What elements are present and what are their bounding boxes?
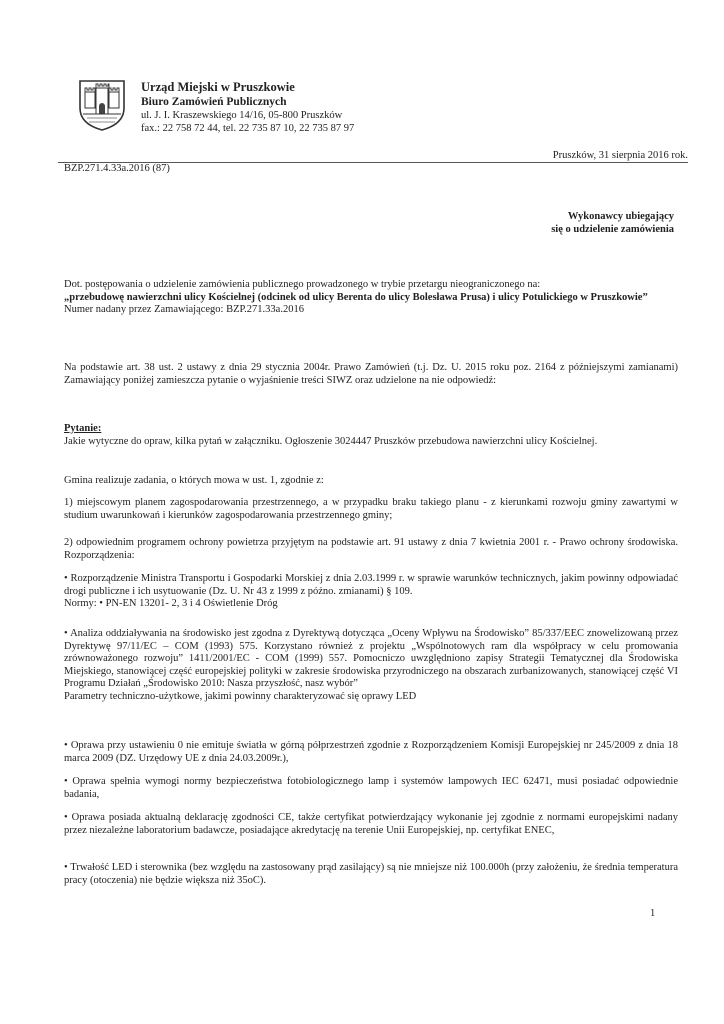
question-block [64, 423, 678, 448]
recipient-line-1: Wykonawcy ubiegający [567, 211, 674, 222]
page-number: 1 [650, 908, 656, 919]
subject-intro: Dot. postępowania o udzielenie zamówienia publicznego prowadzonego w trybie przetargu nieograniczonego na: [64, 279, 541, 290]
coat-of-arms-logo [77, 78, 127, 132]
question-label: Pytanie: [64, 423, 102, 434]
letterhead [141, 80, 581, 135]
led-item-1: • Oprawa przy ustawieniu 0 nie emituje światła w górną półprzestrzeń zgodnie z Rozporządzeniem Komisji Europejskiej nr 245/2009 z dnia 18 marca 2009 (DZ. Urzędowy UE z dnia 24.03.2009r.), [64, 740, 678, 764]
recipient-line-2: się o udzielenie zamówienia [551, 224, 674, 235]
bureau-name: Biuro Zamówień Publicznych [141, 96, 287, 108]
regulation-block [64, 573, 678, 611]
office-address: ul. J. I. Kraszewskiego 14/16, 05-800 Pruszków [141, 110, 343, 121]
led-item-2: • Oprawa spełnia wymogi normy bezpieczeństwa fotobiologicznego lamp i systemów lampowych IEC 62471, musi posiadać odpowiednie badania, [64, 776, 678, 800]
body-paragraph-3: 2) odpowiednim programem ochrony powietrza przyjętym na podstawie art. 91 ustawy z dnia 7 kwietnia 2001 r. - Prawo ochrony środowiska. Rozporządzenia: [64, 537, 678, 561]
subject-title: „przebudowę nawierzchni ulicy Kościelnej (odcinek od ulicy Berenta do ulicy Bolesława Prusa) i ulicy Potulickiego w Pruszkowie” [64, 291, 648, 303]
reference-number: BZP.271.4.33a.2016 (87) [64, 163, 170, 174]
office-name: Urząd Miejski w Pruszkowie [141, 80, 295, 94]
question-text: Jakie wytyczne do opraw, kilka pytań w załączniku. Ogłoszenie 3024447 Pruszków przebudowa nawierzchni ulicy Kościelnej. [64, 435, 598, 447]
environment-block [64, 628, 678, 703]
norms-item: Normy: • PN-EN 13201- 2, 3 i 4 Oświetlenie Dróg [64, 598, 278, 609]
led-item-4: • Trwałość LED i sterownika (bez względu na zastosowany prąd zasilający) są nie mniejsze niż 100.000h (przy założeniu, że średnia temperatura pracy (otoczenia) nie będzie większa niż 35oC). [64, 862, 678, 886]
recipient-block [380, 210, 674, 236]
regulation-item: • Rozporządzenie Ministra Transportu i Gospodarki Morskiej z dnia 2.03.1999 r. w sprawie warunków technicznych, jakim powinny odpowiadać drogi publiczne i ich usytuowanie (Dz. U. Nr 43 z 1999 z późno. zmianami) § 109. [64, 573, 678, 597]
environment-item: • Analiza oddziaływania na środowisko jest zgodna z Dyrektywą dotycząca „Oceny Wpływu na Środowisko” 85/337/EEC znowelizowaną przez Dyrektywę 97/11/EC – COM (1993) 575. Korzystano również z projektu „Wspólnotowych ram dla współpracy w celu promowania zrównoważonego rozwoju” 1411/2001/EC - COM (1999) 557. Pomocniczo uwzględniono zapisy Strategii Tematycznej dla Środowiska Miejskiego, stanowiącej część europejskiej polityki w zakresie środowiska przyrodniczego na obszarach zurbanizowanych, stanowiącej część VI Programu Działań „Środowisko 2010: Nasza przyszłość, nasz wybór” [64, 628, 678, 689]
subject-number: Numer nadany przez Zamawiającego: BZP.271.33a.2016 [64, 304, 304, 315]
legal-basis: Na podstawie art. 38 ust. 2 ustawy z dnia 29 stycznia 2004r. Prawo Zamówień (t.j. Dz. U. 2015 roku poz. 2164 z późniejszymi zamianami) Zamawiający poniżej zamieszcza pytanie o wyjaśnienie treści SIWZ oraz udzielone na nie odpowiedź: [64, 362, 678, 386]
led-item-3: • Oprawa posiada aktualną deklarację zgodności CE, także certyfikat potwierdzający wykonanie jej zgodnie z normami europejskimi nadany przez niezależne laboratorium badawcze, posiadające akredytację na terenie Unii Europejskiej, np. certyfikat ENEC, [64, 812, 678, 836]
led-parameters-heading: Parametry techniczno-użytkowe, jakimi powinny charakteryzować się oprawy LED [64, 690, 417, 702]
body-paragraph-2: 1) miejscowym planem zagospodarowania przestrzennego, a w przypadku braku takiego planu - z kierunkami rozwoju gminy zawartymi w studium uwarunkowań i kierunków zagospodarowania przestrzennego gminy; [64, 497, 678, 521]
date-line: Pruszków, 31 sierpnia 2016 rok. [552, 150, 688, 161]
subject-block [64, 279, 678, 317]
office-contact: fax.: 22 758 72 44, tel. 22 735 87 10, 22 735 87 97 [141, 123, 355, 134]
body-paragraph-1: Gmina realizuje zadania, o których mowa w ust. 1, zgodnie z: [64, 475, 324, 486]
